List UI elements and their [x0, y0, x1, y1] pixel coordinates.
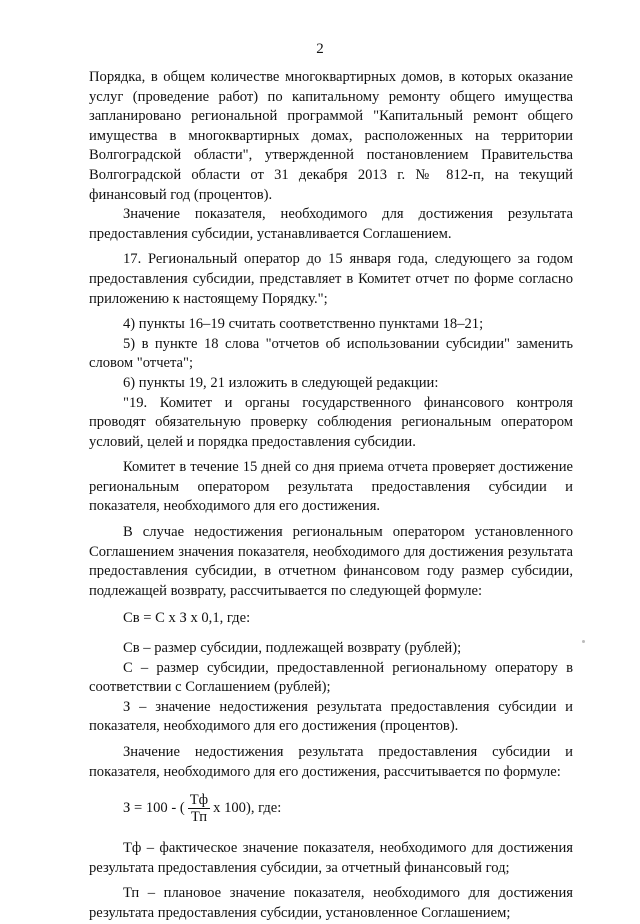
definition-tp: Тп – плановое значение показателя, необходимого для достижения результата предоставления субсидии, установленное Соглашением;	[89, 885, 573, 921]
paragraph-committee-check: Комитет в течение 15 дней со дня приема отчета проверяет достижение региональным оператором результата предоставления субсидии и показателя, необходимого для его достижения.	[89, 459, 573, 515]
formula2-numerator: Тф	[189, 792, 209, 809]
definition-tf: Тф – фактическое значение показателя, необходимого для достижения результата предоставления субсидии, за отчетный финансовый год;	[89, 840, 573, 876]
paragraph-item-4: 4) пункты 16–19 считать соответственно пунктами 18–21;	[123, 316, 484, 333]
scan-dot	[582, 640, 585, 643]
definition-z: З – значение недостижения результата предоставления субсидии и показателя, необходимого для его достижения (процентов).	[89, 698, 573, 735]
formula-refund: Св = С x З x 0,1, где:	[123, 610, 251, 627]
formula2-right: x 100), где:	[213, 799, 282, 816]
paragraph-indicator-value: Значение показателя, необходимого для достижения результата предоставления субсидии, устанавливается Соглашением.	[89, 206, 573, 242]
paragraph-item-17: 17. Региональный оператор до 15 января года, следующего за годом предоставления субсидии, представляет в Комитет отчет по форме согласно приложению к настоящему Порядку.";	[89, 251, 573, 307]
paragraph-item-19: "19. Комитет и органы государственного финансового контроля проводят обязательную проверку соблюдения региональным оператором условий, целей и порядка предоставления субсидии.	[89, 394, 573, 450]
definition-s: С – размер субсидии, предоставленной региональному оператору в соответствии с Соглашением (рублей);	[89, 659, 573, 696]
formula2-denominator: Тп	[190, 809, 208, 826]
formula-non-achievement	[89, 792, 573, 825]
formula2-fraction	[188, 792, 210, 825]
definition-sv: Св – размер субсидии, подлежащей возврату (рублей);	[123, 640, 462, 657]
document-body	[89, 68, 573, 924]
paragraph-item-6: 6) пункты 19, 21 изложить в следующей редакции:	[123, 374, 439, 391]
paragraph-formula2-intro: Значение недостижения результата предоставления субсидии и показателя, необходимого для его достижения, рассчитывается по формуле:	[89, 744, 573, 780]
paragraph-non-achievement: В случае недостижения региональным оператором установленного Соглашением значения показателя, необходимого для достижения результата предоставления субсидии, в отчетном финансовом году размер субсидии, подлежащей возврату, рассчитывается по следующей формуле:	[89, 524, 573, 599]
formula2-left: З = 100 - (	[123, 799, 185, 816]
paragraph-item-5: 5) в пункте 18 слова "отчетов об использовании субсидии" заменить словом "отчета";	[89, 335, 573, 372]
page-number: 2	[316, 41, 324, 57]
paragraph-continuation: Порядка, в общем количестве многоквартирных домов, в которых оказание услуг (проведение работ) по капитальному ремонту общего имущества запланировано региональной программой "Капитальный ремонт общего имущества в многоквартирных домах, расположенных на территории Волгоградской области", утвержденной постановлением Правительства Волгоградской области от 31 декабря 2013 г. № 812-п, на текущий финансовый год (процентов).	[89, 69, 573, 203]
